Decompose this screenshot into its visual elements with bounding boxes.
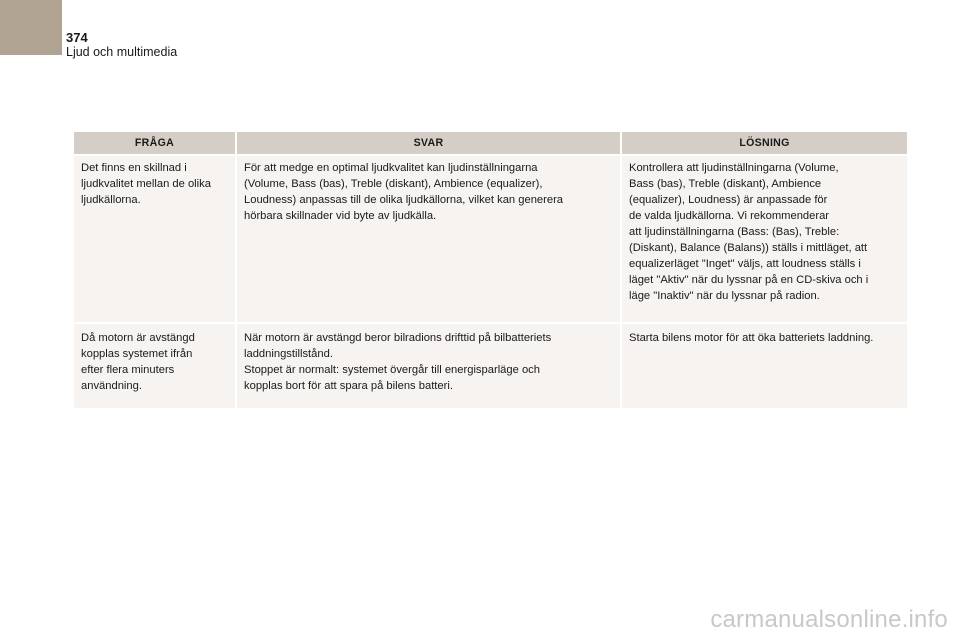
answer-cell <box>236 323 621 409</box>
solution-text: Starta bilens motor för att öka batteriets laddning. <box>629 332 874 344</box>
question-text: Det finns en skillnad i ljudkvalitet mellan de olika ljudkällorna. <box>81 162 211 206</box>
table-row <box>74 155 907 323</box>
question-text: Då motorn är avstängd kopplas systemet ifrån efter flera minuters användning. <box>81 332 195 392</box>
corner-tab <box>0 0 62 55</box>
solution-text: Kontrollera att ljudinställningarna (Volume, Bass (bas), Treble (diskant), Ambience (equalizer), Loudness) är anpassade för de valda ljudkällorna. Vi rekommenderar att ljudinställningarna (Bass: (Bas), Treble: (Diskant), Balance (Balans)) ställs i mittläget, att equalizerläget "Inget" väljs, att loudness ställs i läget "Aktiv" när du lyssnar på en CD-skiva och i läge "Inaktiv" när du lyssnar på radion. <box>629 162 869 302</box>
solution-cell <box>621 323 907 409</box>
answer-cell <box>236 155 621 323</box>
answer-text: För att medge en optimal ljudkvalitet kan ljudinställningarna (Volume, Bass (bas), Treble (diskant), Ambience (equalizer), Loudness) anpassas till de olika ljudkällorna, vilket kan generera hörbara skillnader vid byte av ljudkälla. <box>244 162 564 222</box>
answer-text: När motorn är avstängd beror bilradions drifttid på bilbatteriets laddningstillstånd. Stoppet är normalt: systemet övergår till energisparläge och kopplas bort för att spara på bilens batteri. <box>244 332 552 392</box>
table-row <box>74 323 907 409</box>
faq-table <box>74 132 907 410</box>
section-title: Ljud och multimedia <box>66 45 178 59</box>
table-header-row <box>74 132 907 155</box>
question-cell <box>74 323 236 409</box>
question-cell <box>74 155 236 323</box>
watermark: carmanualsonline.info <box>710 606 948 633</box>
page-number: 374 <box>66 30 88 45</box>
header-answer: SVAR <box>236 132 621 155</box>
solution-cell <box>621 155 907 323</box>
header-solution: LÖSNING <box>621 132 907 155</box>
header-question: FRÅGA <box>74 132 236 155</box>
